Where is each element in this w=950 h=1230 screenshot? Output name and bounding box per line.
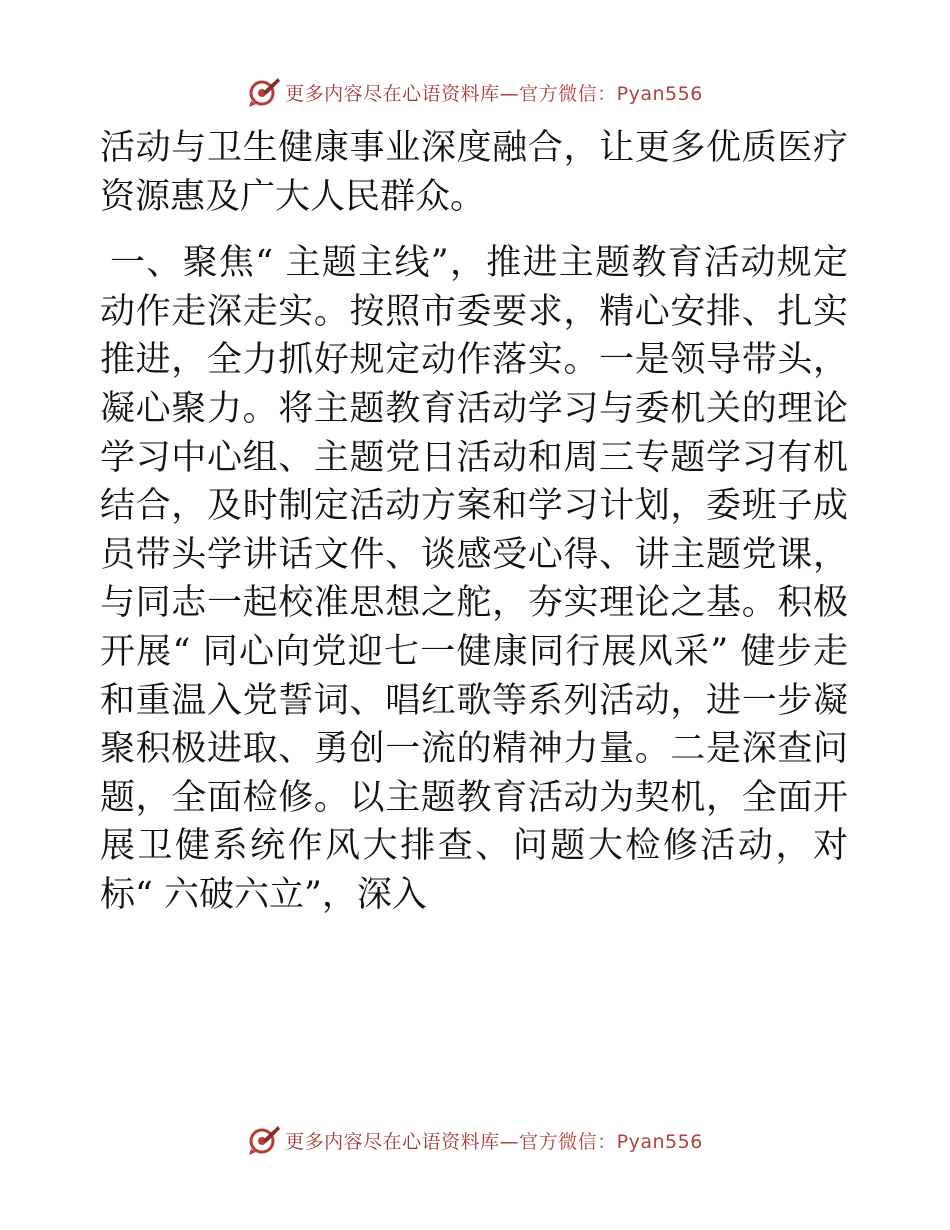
watermark-separator: —	[499, 82, 520, 105]
watermark-title: 更多内容尽在心语资料库	[285, 82, 500, 105]
watermark-title: 更多内容尽在心语资料库	[285, 1130, 500, 1153]
watermark-wechat: 官方微信：Pyan556	[519, 1130, 703, 1153]
paragraph-2: 一、聚焦“ 主题主线”，推进主题教育活动规定动作走深走实。按照市委要求，精心安排、扎实推进，全力抓好规定动作落实。一是领导带头，凝心聚力。将主题教育活动学习与委机关的理论学习中心组、主题党日活动和周三专题学习有机结合，及时制定活动方案和学习计划，委班子成员带头学讲话文件、谈感受心得、讲主题党课，与同志一起校准思想之舵，夯实理论之基。积极开展“ 同心向党迎七一健康同行展风采” 健步走和重温入党誓词、唱红歌等系列活动，进一步凝聚积极进取、勇创一流的精神力量。二是深查问题，全面检修。以主题教育活动为契机，全面开展卫健系统作风大排查、问题大检修活动，对标“ 六破六立”，深入	[100, 243, 848, 915]
watermark-wechat: 官方微信：Pyan556	[519, 82, 703, 105]
logo-icon	[247, 1123, 281, 1157]
watermark-text	[285, 79, 703, 106]
watermark-text	[285, 1127, 703, 1154]
paragraph-1: 活动与卫生健康事业深度融合，让更多优质医疗资源惠及广大人民群众。	[100, 128, 848, 217]
watermark-separator: —	[499, 1130, 520, 1153]
header-watermark	[0, 72, 950, 112]
logo-icon	[247, 75, 281, 109]
footer-watermark	[0, 1120, 950, 1160]
document-body	[100, 124, 848, 920]
